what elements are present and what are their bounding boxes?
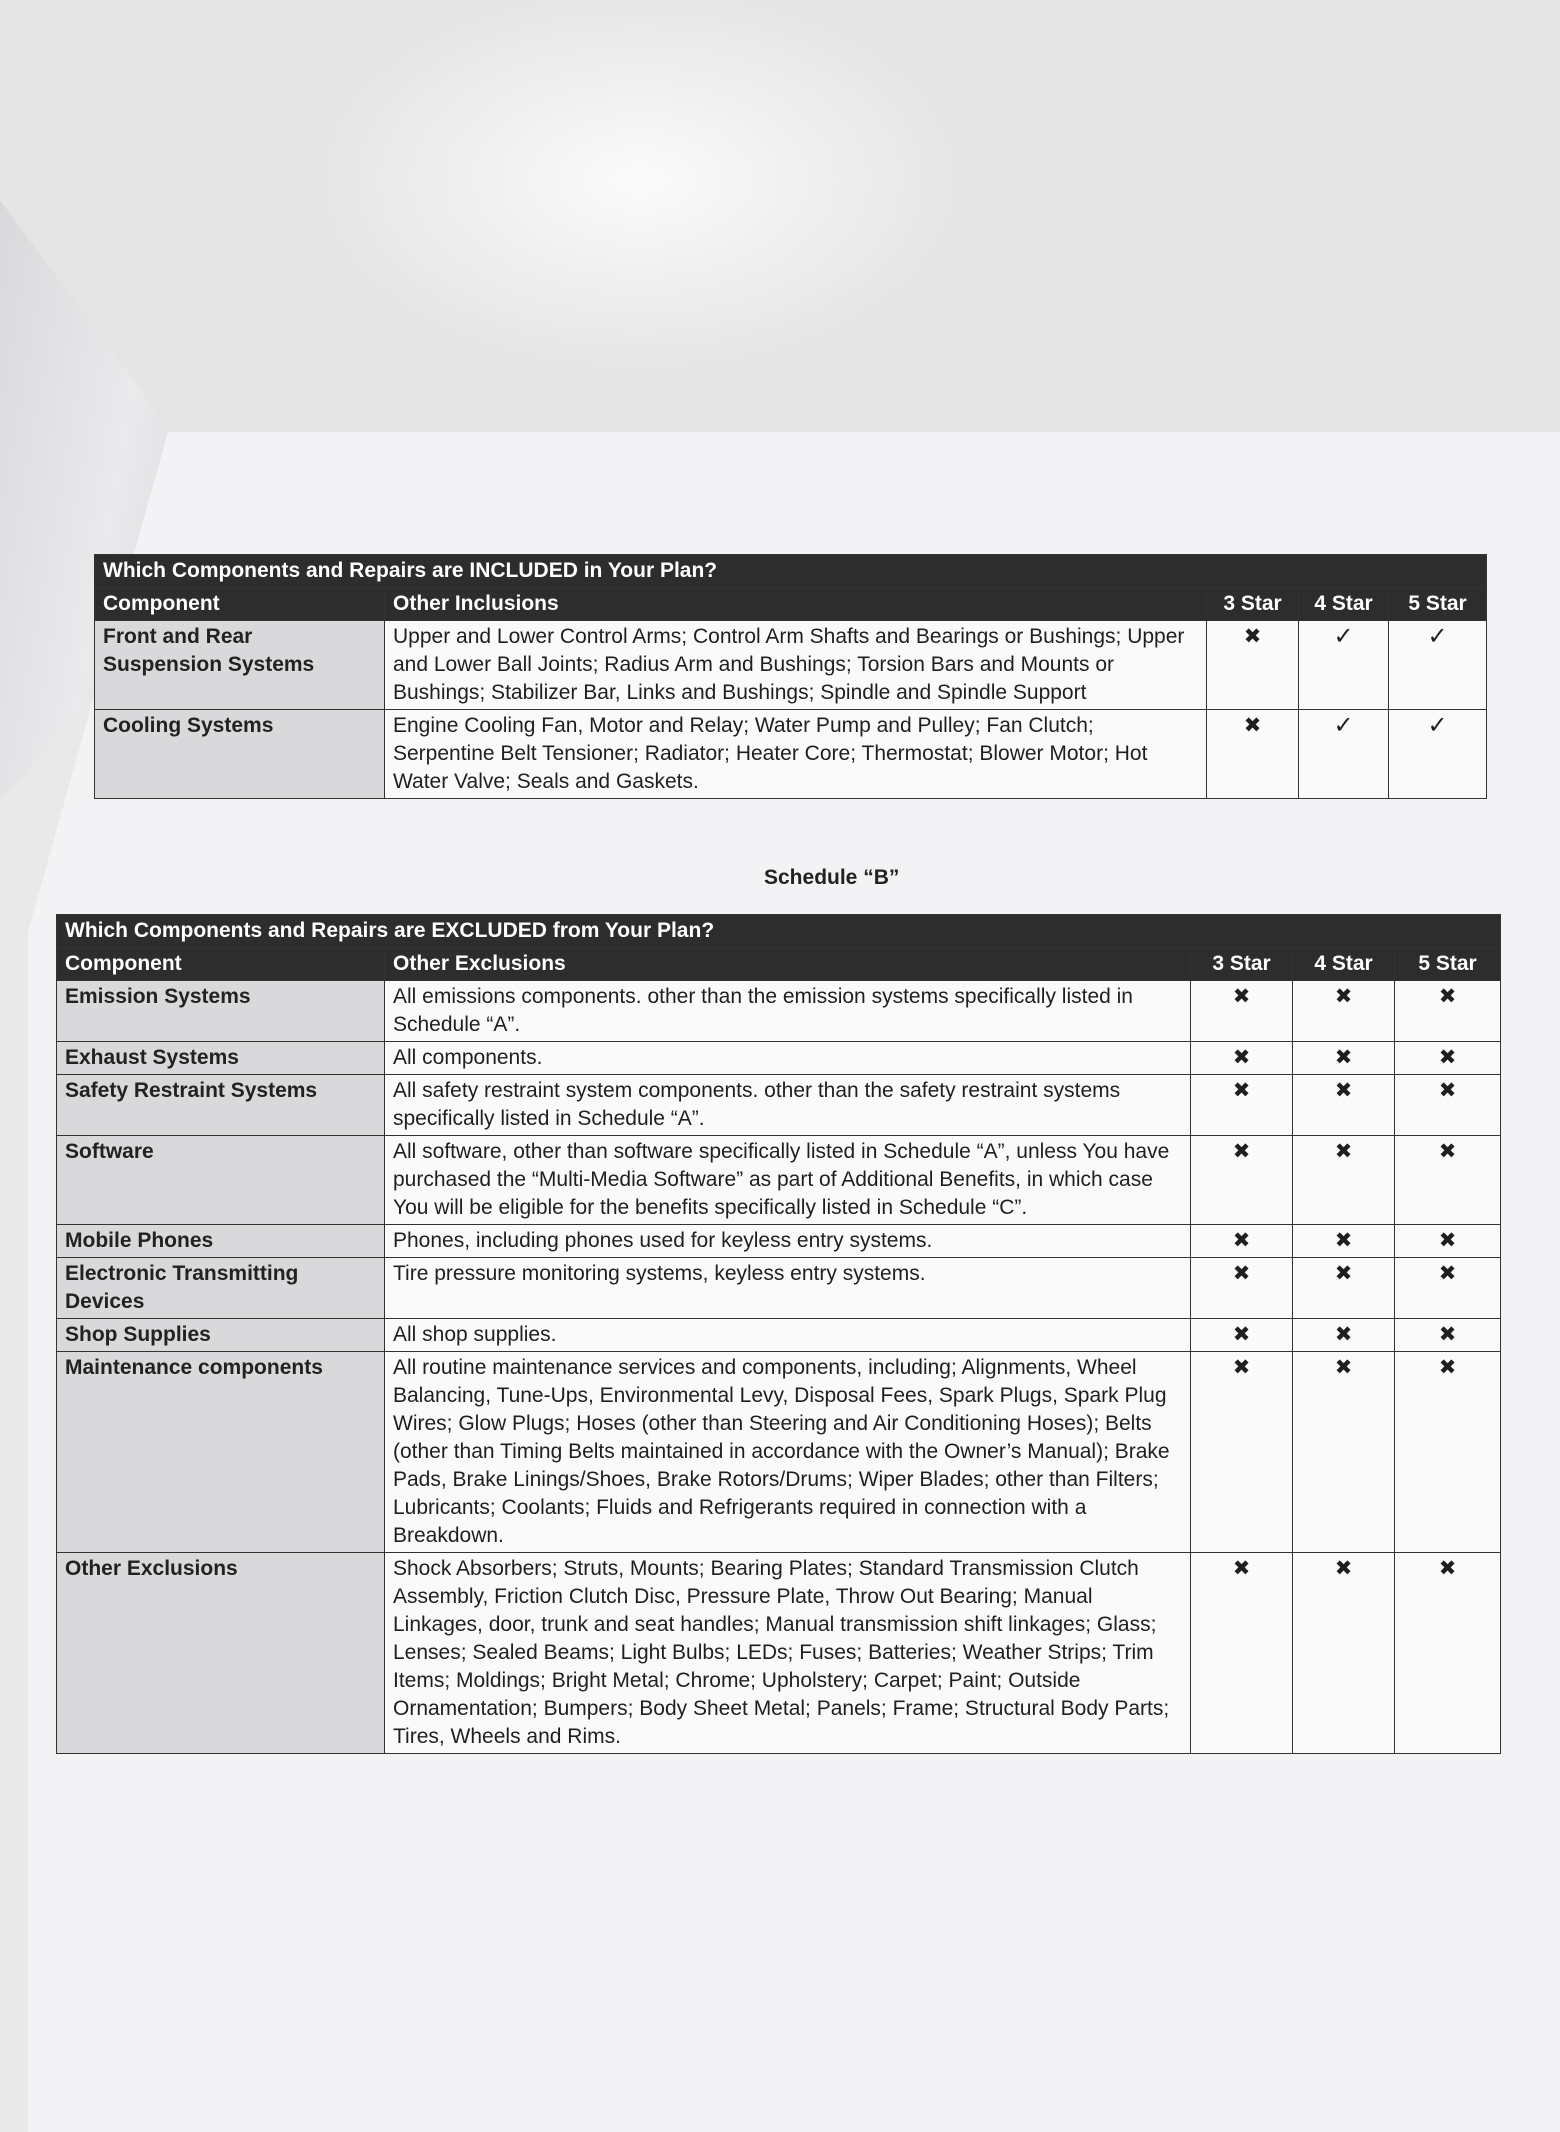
x-mark-icon: ✖ bbox=[1395, 1042, 1501, 1075]
x-mark-icon: ✖ bbox=[1293, 981, 1395, 1042]
header-3-star: 3 Star bbox=[1207, 588, 1299, 621]
checkmark-icon: ✓ bbox=[1299, 621, 1389, 710]
x-mark-icon: ✖ bbox=[1293, 1553, 1395, 1754]
table-row bbox=[57, 1042, 1501, 1075]
component-cell: Other Exclusions bbox=[57, 1553, 385, 1754]
x-mark-icon: ✖ bbox=[1293, 1225, 1395, 1258]
table-row bbox=[57, 1352, 1501, 1553]
table-row bbox=[57, 1553, 1501, 1754]
exclusions-cell: All shop supplies. bbox=[385, 1319, 1191, 1352]
component-cell: Safety Restraint Systems bbox=[57, 1075, 385, 1136]
checkmark-icon: ✓ bbox=[1389, 710, 1487, 799]
header-5-star: 5 Star bbox=[1389, 588, 1487, 621]
x-mark-icon: ✖ bbox=[1395, 1258, 1501, 1319]
component-cell: Shop Supplies bbox=[57, 1319, 385, 1352]
x-mark-icon: ✖ bbox=[1191, 1225, 1293, 1258]
excluded-table-title: Which Components and Repairs are EXCLUDED from Your Plan? bbox=[57, 915, 1501, 948]
x-mark-icon: ✖ bbox=[1395, 1136, 1501, 1225]
x-mark-icon: ✖ bbox=[1395, 1319, 1501, 1352]
component-cell: Emission Systems bbox=[57, 981, 385, 1042]
component-cell: Maintenance components bbox=[57, 1352, 385, 1553]
component-cell: Mobile Phones bbox=[57, 1225, 385, 1258]
header-3-star: 3 Star bbox=[1191, 948, 1293, 981]
header-4-star: 4 Star bbox=[1293, 948, 1395, 981]
included-table-title: Which Components and Repairs are INCLUDED in Your Plan? bbox=[95, 555, 1487, 588]
table-row bbox=[57, 1136, 1501, 1225]
x-mark-icon: ✖ bbox=[1191, 981, 1293, 1042]
x-mark-icon: ✖ bbox=[1293, 1352, 1395, 1553]
x-mark-icon: ✖ bbox=[1293, 1136, 1395, 1225]
component-cell: Electronic Transmitting Devices bbox=[57, 1258, 385, 1319]
exclusions-cell: All emissions components. other than the emission systems specifically listed in Schedule “A”. bbox=[385, 981, 1191, 1042]
inclusions-cell: Engine Cooling Fan, Motor and Relay; Water Pump and Pulley; Fan Clutch; Serpentine Belt Tensioner; Radiator; Heater Core; Thermostat; Blower Motor; Hot Water Valve; Seals and Gaskets. bbox=[385, 710, 1207, 799]
x-mark-icon: ✖ bbox=[1191, 1042, 1293, 1075]
checkmark-icon: ✓ bbox=[1299, 710, 1389, 799]
component-cell: Exhaust Systems bbox=[57, 1042, 385, 1075]
exclusions-cell: All software, other than software specifically listed in Schedule “A”, unless You have purchased the “Multi-Media Software” as part of Additional Benefits, in which case You will be eligible for the benefits specifically listed in Schedule “C”. bbox=[385, 1136, 1191, 1225]
x-mark-icon: ✖ bbox=[1395, 1075, 1501, 1136]
component-cell: Front and Rear Suspension Systems bbox=[95, 621, 385, 710]
table-row bbox=[57, 1319, 1501, 1352]
x-mark-icon: ✖ bbox=[1191, 1352, 1293, 1553]
component-cell: Software bbox=[57, 1136, 385, 1225]
header-other-exclusions: Other Exclusions bbox=[385, 948, 1191, 981]
x-mark-icon: ✖ bbox=[1293, 1258, 1395, 1319]
included-table bbox=[94, 554, 1487, 799]
table-row bbox=[57, 1258, 1501, 1319]
x-mark-icon: ✖ bbox=[1293, 1075, 1395, 1136]
x-mark-icon: ✖ bbox=[1395, 1553, 1501, 1754]
exclusions-cell: Shock Absorbers; Struts, Mounts; Bearing Plates; Standard Transmission Clutch Assembly, Friction Clutch Disc, Pressure Plate, Throw Out Bearing; Manual Linkages, door, trunk and seat handles; Manual transmission shift linkages; Glass; Lenses; Sealed Beams; Light Bulbs; LEDs; Fuses; Batteries; Weather Strips; Trim Items; Moldings; Bright Metal; Chrome; Upholstery; Carpet; Paint; Outside Ornamentation; Bumpers; Body Sheet Metal; Panels; Frame; Structural Body Parts; Tires, Wheels and Rims. bbox=[385, 1553, 1191, 1754]
x-mark-icon: ✖ bbox=[1207, 621, 1299, 710]
x-mark-icon: ✖ bbox=[1395, 1225, 1501, 1258]
exclusions-cell: All routine maintenance services and components, including; Alignments, Wheel Balancing, Tune-Ups, Environmental Levy, Disposal Fees, Spark Plugs, Spark Plug Wires; Glow Plugs; Hoses (other than Steering and Air Conditioning Hoses); Belts (other than Timing Belts maintained in accordance with the Owner’s Manual); Brake Pads, Brake Linings/Shoes, Brake Rotors/Drums; Wiper Blades; other than Filters; Lubricants; Coolants; Fluids and Refrigerants required in connection with a Breakdown. bbox=[385, 1352, 1191, 1553]
table-surface bbox=[0, 0, 1560, 460]
component-cell: Cooling Systems bbox=[95, 710, 385, 799]
x-mark-icon: ✖ bbox=[1293, 1319, 1395, 1352]
header-other-inclusions: Other Inclusions bbox=[385, 588, 1207, 621]
inclusions-cell: Upper and Lower Control Arms; Control Arm Shafts and Bearings or Bushings; Upper and Lower Ball Joints; Radius Arm and Bushings; Torsion Bars and Mounts or Bushings; Stabilizer Bar, Links and Bushings; Spindle and Spindle Support bbox=[385, 621, 1207, 710]
x-mark-icon: ✖ bbox=[1293, 1042, 1395, 1075]
table-row bbox=[57, 1225, 1501, 1258]
table-row bbox=[95, 621, 1487, 710]
header-4-star: 4 Star bbox=[1299, 588, 1389, 621]
x-mark-icon: ✖ bbox=[1191, 1136, 1293, 1225]
exclusions-cell: Phones, including phones used for keyless entry systems. bbox=[385, 1225, 1191, 1258]
x-mark-icon: ✖ bbox=[1191, 1075, 1293, 1136]
exclusions-cell: Tire pressure monitoring systems, keyless entry systems. bbox=[385, 1258, 1191, 1319]
header-5-star: 5 Star bbox=[1395, 948, 1501, 981]
table-row bbox=[95, 710, 1487, 799]
x-mark-icon: ✖ bbox=[1191, 1553, 1293, 1754]
header-component: Component bbox=[95, 588, 385, 621]
x-mark-icon: ✖ bbox=[1207, 710, 1299, 799]
checkmark-icon: ✓ bbox=[1389, 621, 1487, 710]
header-component: Component bbox=[57, 948, 385, 981]
exclusions-cell: All safety restraint system components. other than the safety restraint systems specifically listed in Schedule “A”. bbox=[385, 1075, 1191, 1136]
x-mark-icon: ✖ bbox=[1191, 1258, 1293, 1319]
table-row bbox=[57, 1075, 1501, 1136]
excluded-table bbox=[56, 914, 1501, 1754]
x-mark-icon: ✖ bbox=[1395, 1352, 1501, 1553]
table-row bbox=[57, 981, 1501, 1042]
x-mark-icon: ✖ bbox=[1395, 981, 1501, 1042]
schedule-caption: Schedule “B” bbox=[764, 866, 900, 889]
exclusions-cell: All components. bbox=[385, 1042, 1191, 1075]
x-mark-icon: ✖ bbox=[1191, 1319, 1293, 1352]
